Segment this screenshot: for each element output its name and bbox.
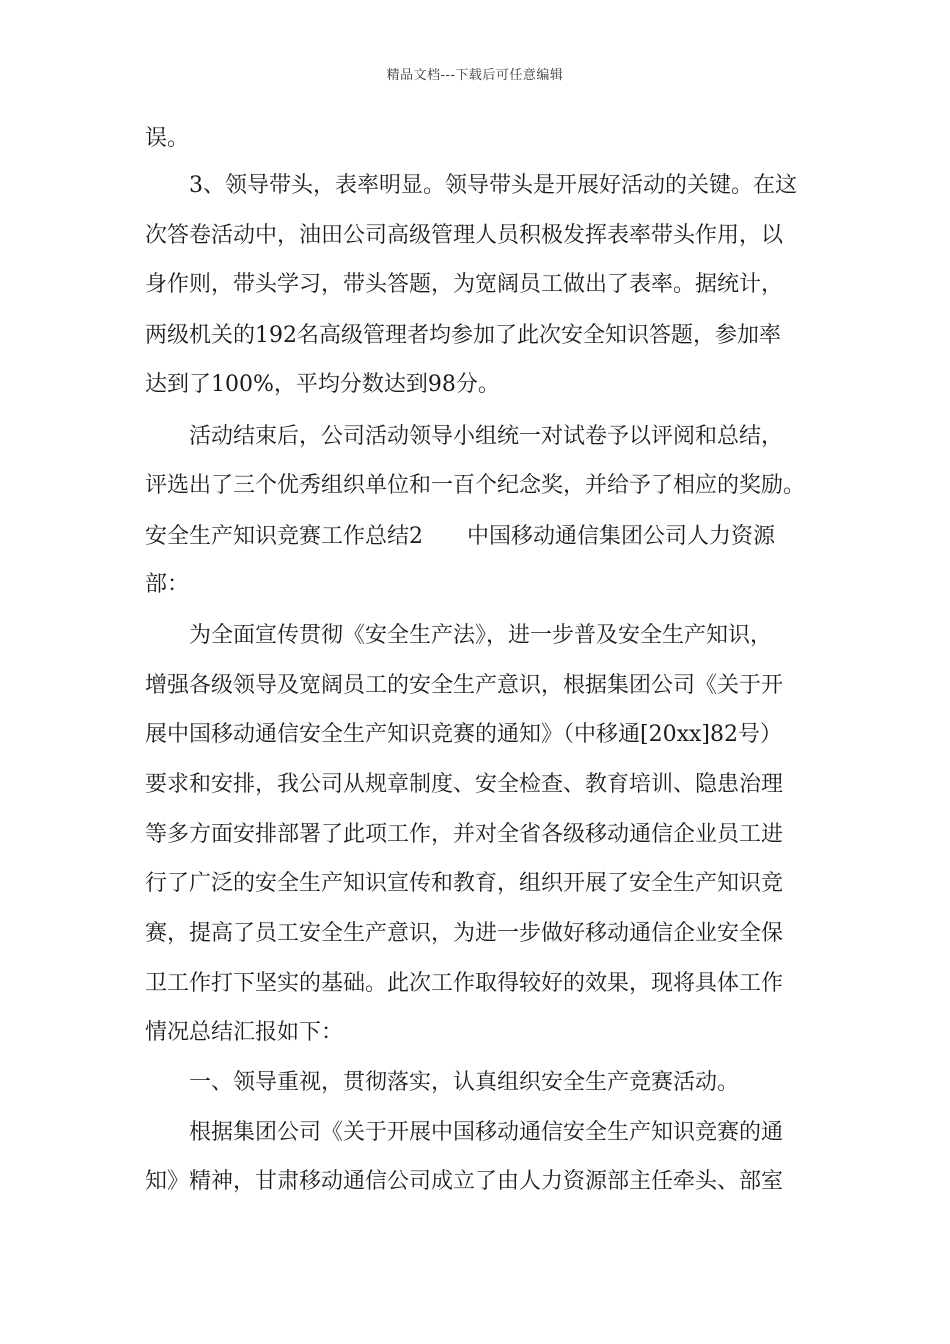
text-line: 次答卷活动中，油田公司高级管理人员积极发挥表率带头作用，以: [145, 223, 784, 248]
text-line: 要求和安排，我公司从规章制度、安全检查、教育培训、隐患治理: [145, 772, 784, 797]
text-line: 卫工作打下坚实的基础。此次工作取得较好的效果，现将具体工作: [145, 971, 784, 996]
page-header: 精品文档---下载后可任意编辑: [386, 68, 564, 83]
text-line: 3、领导带头，表率明显。领导带头是开展好活动的关键。在这: [189, 173, 797, 198]
text-line: 增强各级领导及宽阔员工的安全生产意识，根据集团公司《关于开: [145, 673, 784, 698]
text-line: 达到了100%，平均分数达到98分。: [145, 372, 500, 397]
text-line: 评选出了三个优秀组织单位和一百个纪念奖，并给予了相应的奖励。: [145, 473, 806, 498]
text-line: 行了广泛的安全生产知识宣传和教育，组织开展了安全生产知识竞: [145, 871, 784, 896]
text-line: 知》精神，甘肃移动通信公司成立了由人力资源部主任牵头、部室: [145, 1169, 784, 1194]
text-line: 等多方面安排部署了此项工作，并对全省各级移动通信企业员工进: [145, 822, 784, 847]
text-line: 两级机关的192名高级管理者均参加了此次安全知识答题，参加率: [145, 323, 781, 348]
addressee: 中国移动通信集团公司人力资源: [467, 524, 776, 549]
text-line: 展中国移动通信安全生产知识竞赛的通知》（中移通[20xx]82号）: [145, 722, 782, 747]
text-line: 一、领导重视，贯彻落实，认真组织安全生产竞赛活动。: [189, 1070, 740, 1095]
text-line: 误。: [145, 126, 190, 151]
text-line: [145, 522, 810, 552]
text-line: 根据集团公司《关于开展中国移动通信安全生产知识竞赛的通: [189, 1120, 784, 1145]
text-line: 赛，提高了员工安全生产意识，为进一步做好移动通信企业安全保: [145, 921, 784, 946]
section-title: 安全生产知识竞赛工作总结2: [145, 524, 423, 549]
text-line: 为全面宣传贯彻《安全生产法》，进一步普及安全生产知识，: [189, 623, 773, 648]
text-line: 活动结束后，公司活动领导小组统一对试卷予以评阅和总结，: [189, 424, 784, 449]
text-line: 部：: [145, 572, 190, 597]
text-line: 情况总结汇报如下：: [145, 1020, 344, 1045]
text-line: 身作则，带头学习，带头答题，为宽阔员工做出了表率。据统计，: [145, 272, 784, 297]
